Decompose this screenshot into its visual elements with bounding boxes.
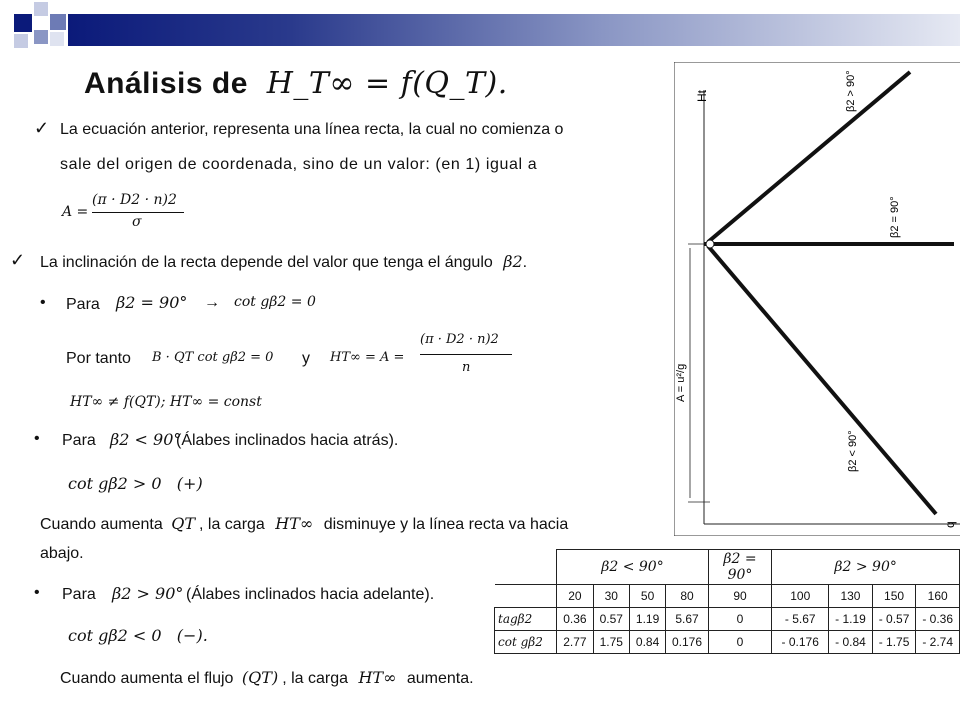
case2-cond: β2 < 90°	[110, 430, 182, 449]
table-header-row	[495, 550, 960, 585]
graph-figure	[674, 62, 960, 536]
case3-line	[60, 668, 474, 688]
square-5	[14, 34, 28, 48]
table-cell: 5.67	[666, 608, 708, 631]
case2-label: Para	[62, 432, 96, 449]
case1-expr2	[330, 330, 520, 380]
case3-line-q: (QT)	[241, 668, 279, 687]
table-cell: - 0.176	[772, 631, 829, 654]
case3-line-b: , la carga	[282, 670, 348, 687]
formula-a	[62, 192, 192, 230]
bullet-1: •	[40, 294, 46, 311]
case1-label: Para	[66, 296, 100, 313]
bullet-3: •	[34, 584, 40, 601]
table-angle: 20	[557, 585, 593, 608]
table-cell: 0	[708, 608, 772, 631]
table-angle-row	[495, 585, 960, 608]
case2-line1-b: , la carga	[199, 516, 265, 533]
table-angle: 160	[916, 585, 960, 608]
page-title	[84, 66, 508, 101]
table-group-eq: β2 = 90°	[708, 550, 772, 585]
table-cell: - 0.57	[872, 608, 916, 631]
formula-a-den: σ	[132, 214, 142, 230]
case2-line2: abajo.	[40, 545, 84, 562]
case2-line1-c: disminuye y la línea recta va hacia	[323, 516, 569, 533]
formula-a-lhs: A =	[62, 204, 89, 220]
case3-label: Para	[62, 586, 96, 603]
case2-desc: (Álabes inclinados hacia atrás).	[176, 432, 399, 449]
case2-line1	[40, 514, 568, 534]
square-2	[34, 2, 48, 16]
case3-line-a: Cuando aumenta el flujo	[60, 670, 234, 687]
case1-cond: β2 = 90°	[116, 293, 188, 312]
bullet-2: •	[34, 430, 40, 447]
graph-a-label: A = u²/g	[675, 363, 687, 402]
square-3	[50, 14, 66, 30]
para2-main: La inclinación de la recta depende del valor que tenga el ángulo	[40, 254, 493, 271]
table-cell: 0.84	[629, 631, 665, 654]
square-4	[34, 30, 48, 44]
case1-result: cot gβ2 = 0	[234, 294, 316, 310]
case3-line-c: aumenta.	[406, 670, 474, 687]
table-cell: - 0.36	[916, 608, 960, 631]
square-6	[50, 32, 64, 46]
table-angle: 50	[629, 585, 665, 608]
case1-expr1: B · QT cot gβ2 = 0	[152, 350, 274, 365]
formula-a-bar	[92, 212, 184, 213]
table-angle: 100	[772, 585, 829, 608]
table-cell: 1.75	[593, 631, 629, 654]
graph-x-label: q	[943, 521, 957, 528]
title-formula: H_T∞ = f(Q_T).	[266, 66, 508, 101]
label-beta-gt-90: β2 > 90°	[845, 70, 857, 112]
origin-point	[706, 240, 714, 248]
graph-svg	[674, 62, 960, 536]
table-angle: 90	[708, 585, 772, 608]
table-row	[495, 608, 960, 631]
case2-line1-q: QT	[171, 514, 196, 533]
table-cell: - 5.67	[772, 608, 829, 631]
table-cell: 0.176	[666, 631, 708, 654]
table-cell: - 1.75	[872, 631, 916, 654]
case3-expr: cot gβ2 < 0 (−).	[68, 626, 208, 645]
graph-border	[674, 62, 960, 536]
table-cell: - 1.19	[829, 608, 873, 631]
label-beta-eq-90: β2 = 90°	[889, 196, 901, 238]
table-angle: 130	[829, 585, 873, 608]
check-icon-2: ✓	[10, 250, 26, 270]
case2-line1-a: Cuando aumenta	[40, 516, 163, 533]
case1-y: y	[302, 350, 310, 367]
label-beta-lt-90: β2 < 90°	[847, 430, 859, 472]
case3-cond: β2 > 90°	[112, 584, 184, 603]
case1-expr3: HT∞ ≠ f(QT); HT∞ = const	[70, 394, 262, 410]
case2-expr: cot gβ2 > 0 (+)	[68, 474, 203, 493]
para1-line1: La ecuación anterior, representa una línea recta, la cual no comienza o	[60, 121, 564, 138]
table-corner-2	[495, 585, 557, 608]
table-cell: - 2.74	[916, 631, 960, 654]
case3-desc: (Álabes inclinados hacia adelante).	[186, 586, 435, 603]
values-table	[494, 549, 960, 654]
graph-y-label: Ht	[695, 90, 709, 102]
table-angle: 80	[666, 585, 708, 608]
case1-expr2-bar	[420, 354, 512, 355]
table-cell: 0.57	[593, 608, 629, 631]
case1-portanto: Por tanto	[66, 350, 131, 367]
table-group-gt: β2 > 90°	[772, 550, 960, 585]
row-label-cot: cot gβ2	[495, 631, 557, 654]
para2-end: .	[522, 254, 528, 271]
case1-expr2-den: n	[462, 360, 471, 375]
table-cell: - 0.84	[829, 631, 873, 654]
case1-expr2-num: (π · D2 · n)2	[420, 332, 499, 347]
table-corner	[495, 550, 557, 585]
table-cell: 0.36	[557, 608, 593, 631]
title-prefix: Análisis de	[84, 67, 248, 100]
table-row	[495, 631, 960, 654]
square-1	[14, 14, 32, 32]
check-icon: ✓	[34, 118, 50, 138]
table-angle: 30	[593, 585, 629, 608]
table-angle: 150	[872, 585, 916, 608]
case3-line-h: HT∞	[358, 668, 397, 687]
para1-line2: sale del origen de coordenada, sino de un valor: (en 1) igual a	[60, 156, 538, 173]
case1-expr2-lhs: HT∞ = A =	[330, 350, 405, 365]
table-cell: 2.77	[557, 631, 593, 654]
table-group-lt: β2 < 90°	[557, 550, 708, 585]
row-label-tag: tagβ2	[495, 608, 557, 631]
para2-beta: β2	[503, 252, 523, 271]
header-bar	[68, 14, 960, 46]
table-cell: 1.19	[629, 608, 665, 631]
para2-text	[40, 252, 527, 272]
formula-a-num: (π · D2 · n)2	[92, 192, 177, 208]
table-cell: 0	[708, 631, 772, 654]
arrow-icon: →	[204, 294, 220, 311]
case2-line1-h: HT∞	[275, 514, 314, 533]
